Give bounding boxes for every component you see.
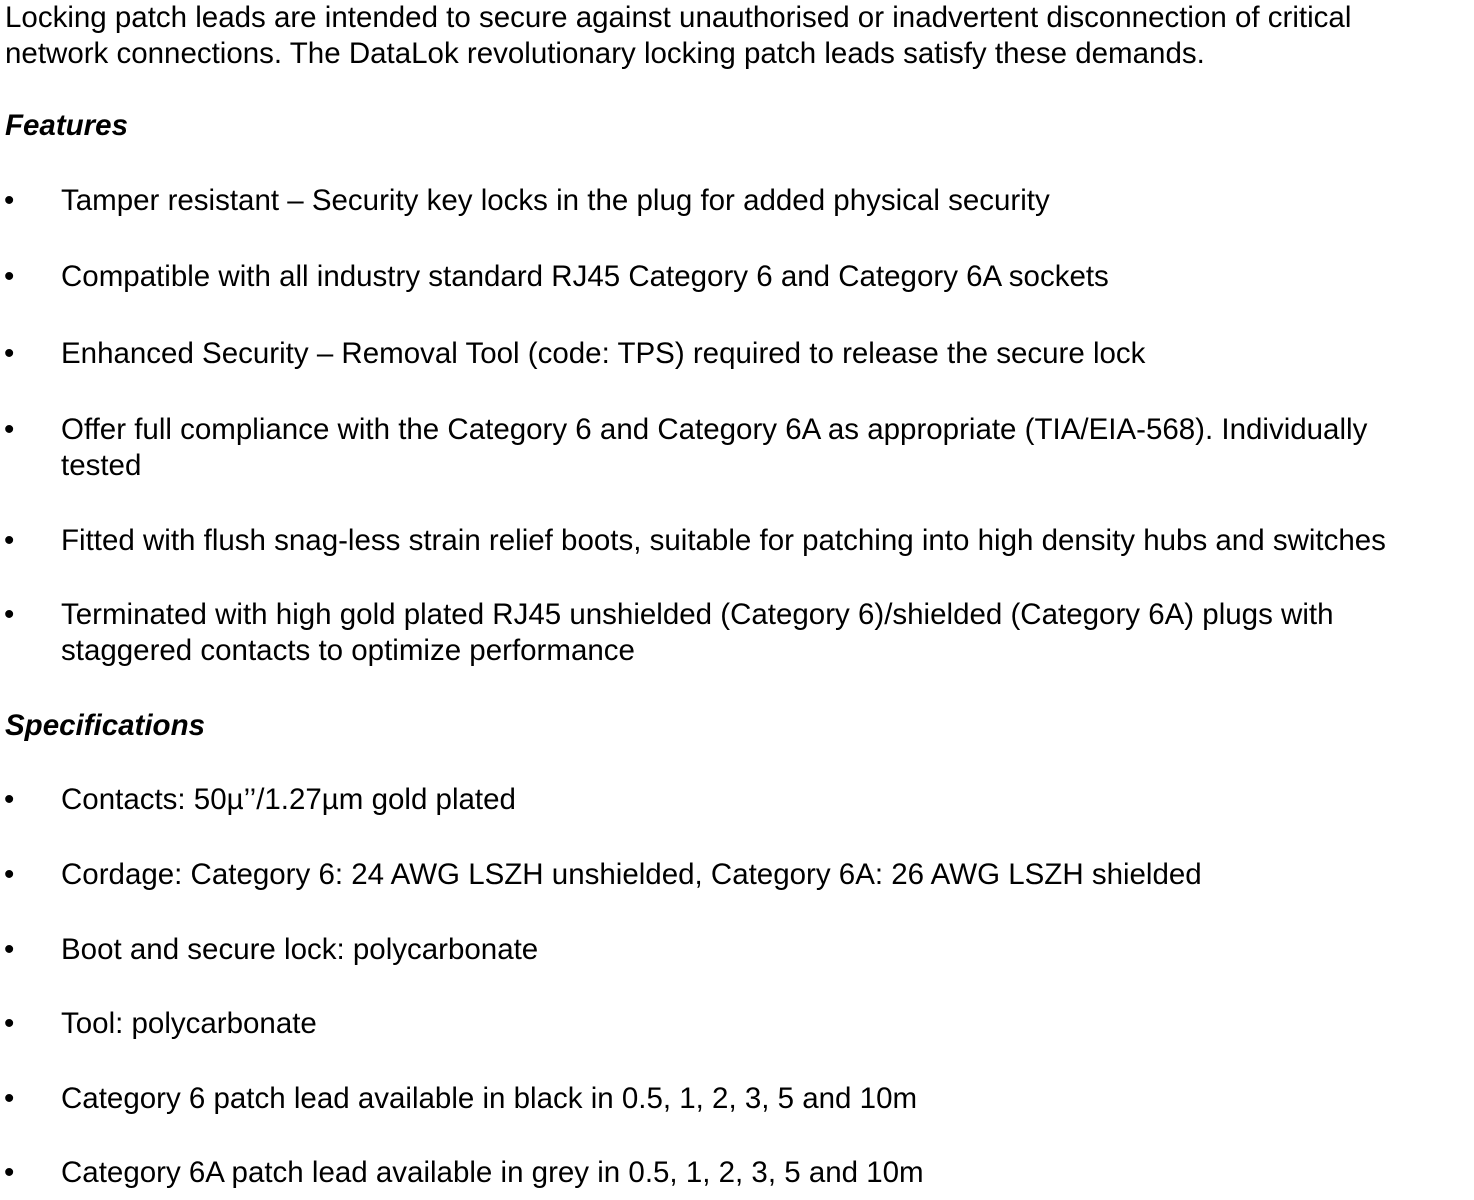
feature-item-text: Enhanced Security – Removal Tool (code: TPS) required to release the secure lock — [61, 337, 1146, 370]
bullet-icon: • — [4, 413, 15, 446]
bullet-icon: • — [4, 858, 15, 891]
intro-line-1: Locking patch leads are intended to secure against unauthorised or inadvertent disconnection of critical — [5, 1, 1352, 34]
feature-item-text: Fitted with flush snag-less strain relief boots, suitable for patching into high density hubs and switches — [61, 524, 1386, 557]
bullet-icon: • — [4, 1007, 15, 1040]
specification-item-text: Category 6 patch lead available in black in 0.5, 1, 2, 3, 5 and 10m — [61, 1082, 918, 1115]
bullet-icon: • — [4, 1156, 15, 1189]
intro-paragraph — [5, 0, 1470, 72]
intro-line-2: network connections. The DataLok revolutionary locking patch leads satisfy these demands. — [5, 37, 1205, 70]
bullet-icon: • — [4, 783, 15, 816]
specifications-heading: Specifications — [5, 709, 206, 742]
feature-item-text: Offer full compliance with the Category 6 and Category 6A as appropriate (TIA/EIA-568). Individually tested — [61, 413, 1368, 482]
features-heading: Features — [5, 109, 128, 142]
specification-item-text: Boot and secure lock: polycarbonate — [61, 933, 539, 966]
specification-item-text: Tool: polycarbonate — [61, 1007, 317, 1040]
bullet-icon: • — [4, 933, 15, 966]
feature-item-text: Tamper resistant – Security key locks in the plug for added physical security — [61, 184, 1050, 217]
bullet-icon: • — [4, 598, 15, 631]
specification-item-text: Cordage: Category 6: 24 AWG LSZH unshielded, Category 6A: 26 AWG LSZH shielded — [61, 858, 1202, 891]
bullet-icon: • — [4, 184, 15, 217]
bullet-icon: • — [4, 524, 15, 557]
specification-item-text: Contacts: 50µ’’/1.27µm gold plated — [61, 783, 516, 816]
bullet-icon: • — [4, 1082, 15, 1115]
specification-item-text: Category 6A patch lead available in grey in 0.5, 1, 2, 3, 5 and 10m — [61, 1156, 924, 1189]
bullet-icon: • — [4, 337, 15, 370]
bullet-icon: • — [4, 260, 15, 293]
feature-item-text: Terminated with high gold plated RJ45 unshielded (Category 6)/shielded (Category 6A) plugs with staggered contacts to optimize performance — [61, 598, 1334, 667]
feature-item-text: Compatible with all industry standard RJ45 Category 6 and Category 6A sockets — [61, 260, 1109, 293]
